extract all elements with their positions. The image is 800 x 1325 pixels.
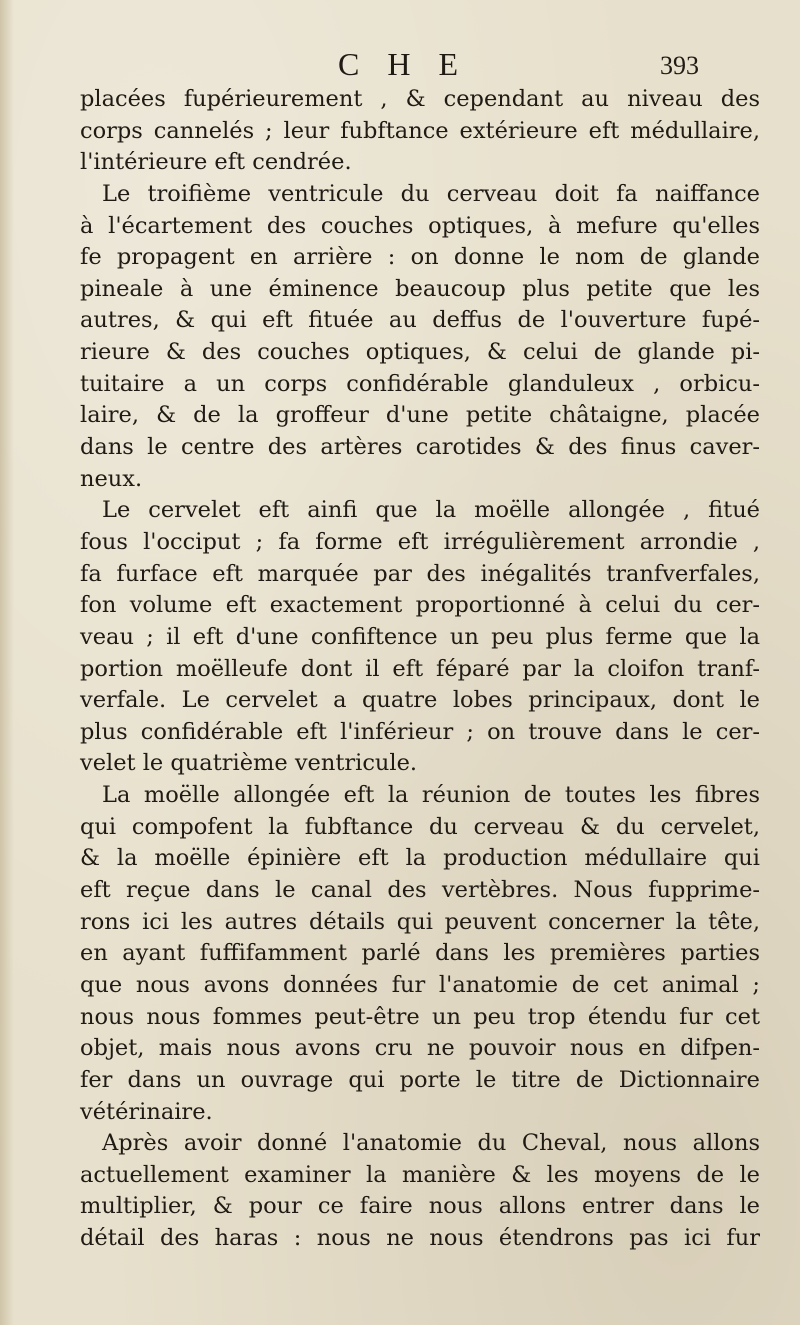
text-line: nous nous fommes peut-être un peu trop étendu fur cet — [80, 1003, 760, 1030]
paragraph-first-line: Le troifième ventricule du cerveau doit fa naiffance — [102, 180, 760, 207]
text-line: l'intérieure eft cendrée. — [80, 149, 352, 176]
running-head — [0, 44, 800, 84]
text-line: détail des haras : nous ne nous étendrons pas ici fur — [80, 1225, 760, 1252]
text-line: objet, mais nous avons cru ne pouvoir nous en difpen- — [80, 1035, 760, 1062]
text-line: que nous avons données fur l'anatomie de cet animal ; — [80, 971, 760, 998]
text-line: rons ici les autres détails qui peuvent concerner la tête, — [80, 908, 760, 935]
text-line: rieure & des couches optiques, & celui de glande pi- — [80, 339, 760, 366]
text-line: velet le quatrième ventricule. — [80, 750, 418, 777]
text-line: veau ; il eft d'une confiftence un peu plus ferme que la — [80, 623, 760, 650]
text-line: qui compofent la fubftance du cerveau & du cervelet, — [80, 813, 760, 840]
page-gutter-shadow — [0, 0, 14, 1325]
text-line: placées fupérieurement , & cependant au niveau des — [80, 86, 760, 112]
text-line: neux. — [80, 465, 143, 492]
paragraph-first-line: La moëlle allongée eft la réunion de toutes les fibres — [102, 782, 760, 809]
body-text — [80, 84, 760, 1255]
text-line: verfale. Le cervelet a quatre lobes principaux, dont le — [80, 687, 760, 714]
text-line: fon volume eft exactement proportionné à celui du cer- — [80, 592, 760, 619]
running-head-title: C H E — [338, 46, 468, 82]
text-line: à l'écartement des couches optiques, à mefure qu'elles — [80, 212, 760, 239]
text-line: actuellement examiner la manière & les moyens de le — [80, 1161, 760, 1188]
text-line: laire, & de la groffeur d'une petite châtaigne, placée — [80, 402, 760, 429]
paragraph-first-line: Le cervelet eft ainfi que la moëlle allongée , fitué — [102, 497, 760, 524]
text-line: en ayant fuffifamment parlé dans les premières parties — [80, 940, 760, 967]
text-line: corps cannelés ; leur fubftance extérieure eft médullaire, — [80, 117, 760, 144]
text-line: tuitaire a un corps confidérable glanduleux , orbicu- — [80, 370, 760, 397]
text-line: autres, & qui eft fituée au deffus de l'ouverture fupé- — [80, 307, 760, 334]
page-number: 393 — [660, 51, 699, 80]
text-line: & la moëlle épinière eft la production médullaire qui — [80, 845, 760, 872]
text-line: eft reçue dans le canal des vertèbres. Nous fupprime- — [80, 877, 760, 904]
text-line: dans le centre des artères carotides & des finus caver- — [80, 434, 760, 461]
text-line: plus confidérable eft l'inférieur ; on trouve dans le cer- — [80, 718, 760, 745]
text-line: multiplier, & pour ce faire nous allons entrer dans le — [80, 1193, 760, 1220]
text-line: portion moëlleufe dont il eft féparé par la cloifon tranf- — [80, 655, 760, 682]
text-line: vétérinaire. — [80, 1098, 213, 1125]
text-line: fa furface eft marquée par des inégalités tranfverfales, — [80, 560, 760, 587]
text-line: fous l'occiput ; fa forme eft irrégulièrement arrondie , — [80, 528, 760, 555]
text-line: fer dans un ouvrage qui porte le titre de Dictionnaire — [80, 1066, 760, 1093]
paragraph-first-line: Après avoir donné l'anatomie du Cheval, nous allons — [102, 1130, 760, 1157]
text-line: pineale à une éminence beaucoup plus petite que les — [80, 275, 760, 302]
text-line: fe propagent en arrière : on donne le nom de glande — [80, 244, 760, 271]
